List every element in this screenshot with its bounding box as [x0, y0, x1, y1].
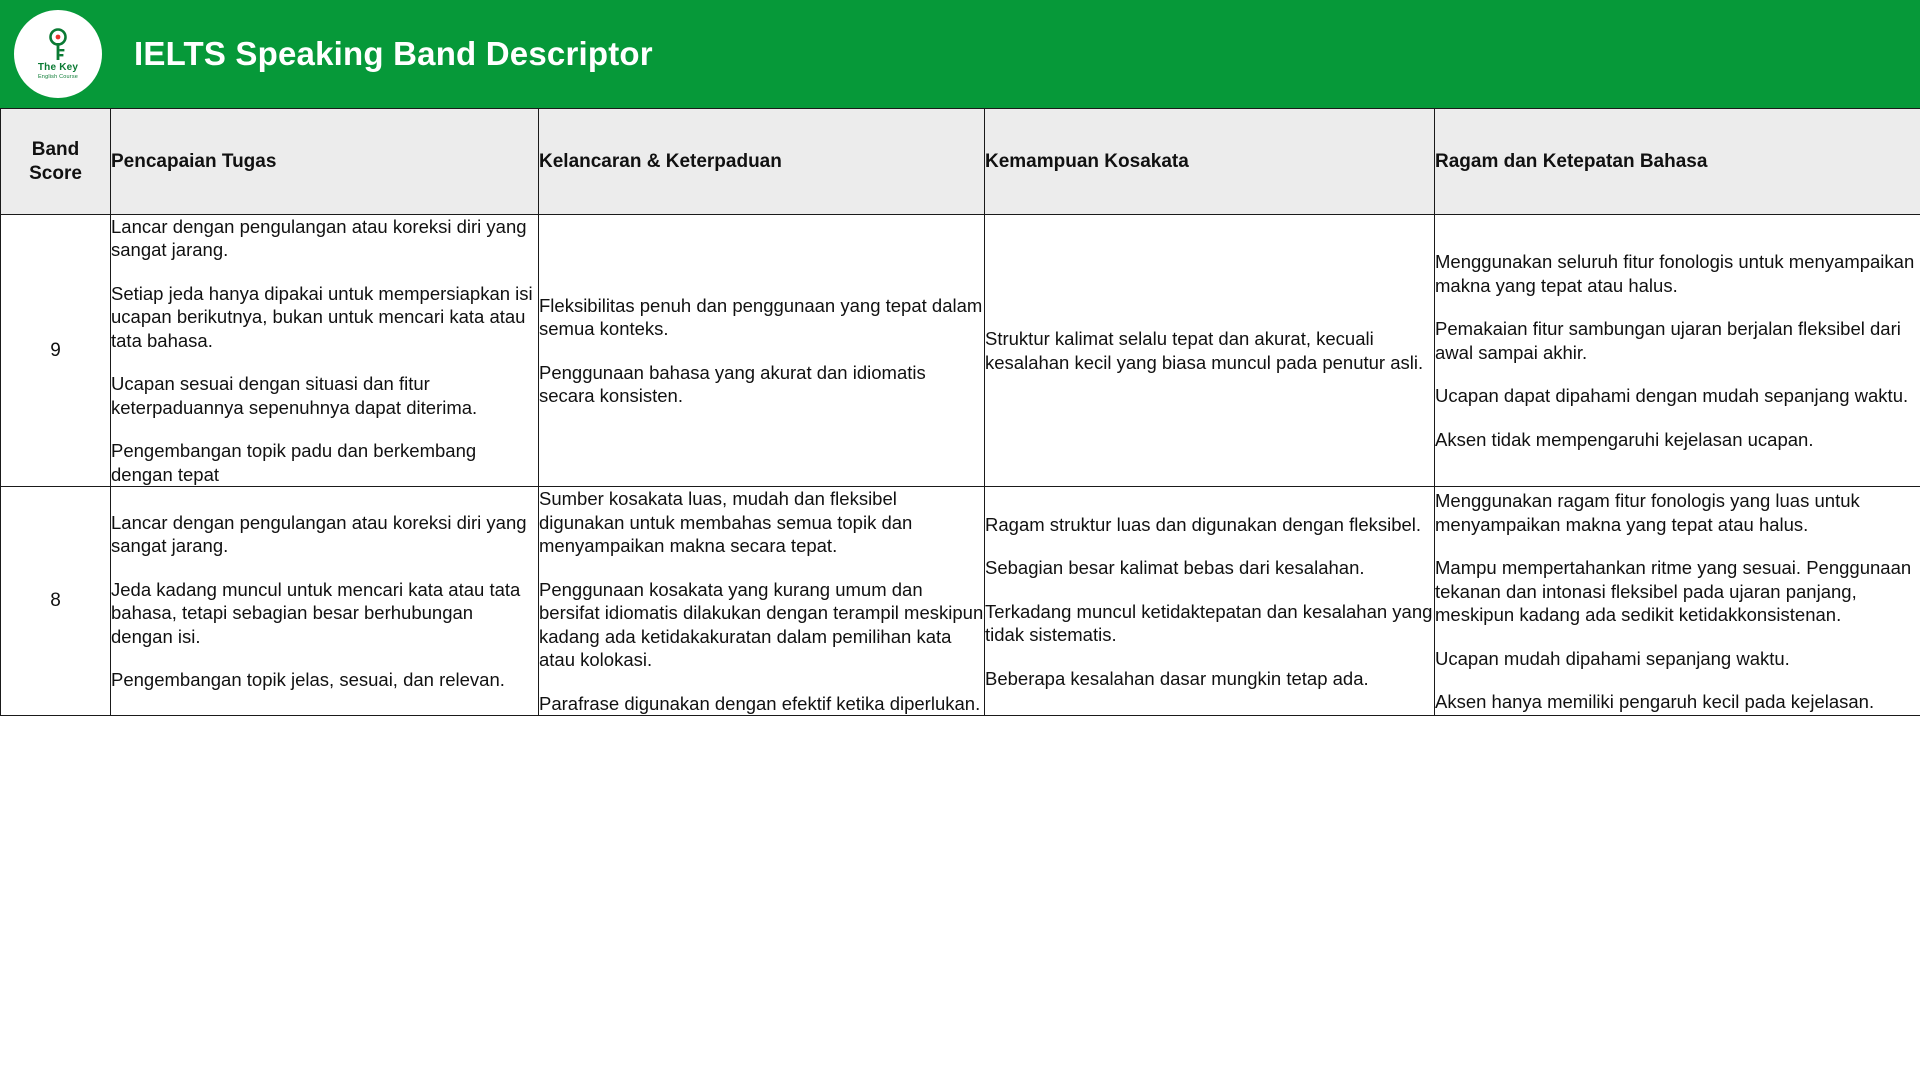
column-header-fluency-coherence: Kelancaran & Keterpaduan [539, 109, 985, 215]
paragraph: Beberapa kesalahan dasar mungkin tetap ada. [985, 667, 1369, 689]
paragraph: Parafrase digunakan dengan efektif ketika diperlukan. [539, 692, 981, 714]
cell-lexical-resource [985, 215, 1435, 487]
cell-task-achievement [111, 215, 539, 487]
band-descriptor-table [0, 108, 1920, 716]
cell-lexical-resource [985, 487, 1435, 716]
table-body [1, 215, 1920, 716]
cell-grammatical-range [1435, 487, 1920, 716]
table-row [1, 487, 1920, 716]
column-header-band-score: Band Score [1, 109, 111, 215]
logo-name: The Key [37, 61, 79, 73]
column-header-task-achievement: Pencapaian Tugas [111, 109, 539, 215]
band-score-value: 8 [1, 487, 111, 716]
paragraph: Ragam struktur luas dan digunakan dengan fleksibel. [985, 513, 1422, 535]
paragraph: Sumber kosakata luas, mudah dan fleksibel digunakan untuk membahas semua topik dan menyampaikan makna secara tepat. [539, 488, 913, 557]
band-score-value: 9 [1, 215, 111, 487]
paragraph: Ucapan sesuai dengan situasi dan fitur keterpaduannya sepenuhnya dapat diterima. [111, 373, 478, 418]
paragraph: Fleksibilitas penuh dan penggunaan yang tepat dalam semua konteks. [539, 294, 983, 340]
paragraph: Aksen tidak mempengaruhi kejelasan ucapan. [1435, 428, 1814, 450]
paragraph: Mampu mempertahankan ritme yang sesuai. Penggunaan tekanan dan intonasi fleksibel pada ujaran panjang, meskipun kadang ada sedikit ketidakkonsistenan. [1435, 557, 1912, 626]
brand-logo [14, 10, 102, 98]
paragraph: Terkadang muncul ketidaktepatan dan kesalahan yang tidak sistematis. [985, 600, 1433, 646]
cell-fluency-coherence [539, 215, 985, 487]
paragraph: Aksen hanya memiliki pengaruh kecil pada kejelasan. [1435, 691, 1875, 712]
paragraph: Struktur kalimat selalu tepat dan akurat, kecuali kesalahan kecil yang biasa muncul pada penutur asli. [985, 328, 1424, 373]
paragraph: Penggunaan kosakata yang kurang umum dan bersifat idiomatis dilakukan dengan terampil meskipun kadang ada ketidakakuratan dalam pemilihan kata atau kolokasi. [539, 578, 984, 671]
key-icon [43, 28, 73, 62]
paragraph: Menggunakan ragam fitur fonologis yang luas untuk menyampaikan makna yang tepat atau halus. [1435, 490, 1860, 535]
paragraph: Lancar dengan pengulangan atau koreksi diri yang sangat jarang. [111, 511, 527, 557]
cell-grammatical-range [1435, 215, 1920, 487]
page-title: IELTS Speaking Band Descriptor [134, 35, 653, 72]
paragraph: Pengembangan topik jelas, sesuai, dan relevan. [111, 669, 505, 691]
page-header [0, 0, 1920, 108]
cell-fluency-coherence [539, 487, 985, 716]
logo-subtitle: English Course [37, 73, 79, 80]
paragraph: Penggunaan bahasa yang akurat dan idiomatis secara konsisten. [539, 361, 926, 407]
paragraph: Ucapan mudah dipahami sepanjang waktu. [1435, 647, 1790, 669]
paragraph: Menggunakan seluruh fitur fonologis untuk menyampaikan makna yang tepat atau halus. [1435, 251, 1915, 296]
paragraph: Pemakaian fitur sambungan ujaran berjalan fleksibel dari awal sampai akhir. [1435, 318, 1901, 363]
table-header-row [1, 109, 1920, 215]
paragraph: Lancar dengan pengulangan atau koreksi diri yang sangat jarang. [111, 216, 527, 261]
table-row [1, 215, 1920, 487]
paragraph: Sebagian besar kalimat bebas dari kesalahan. [985, 557, 1365, 579]
paragraph: Setiap jeda hanya dipakai untuk mempersiapkan isi ucapan berikutnya, bukan untuk mencari kata atau tata bahasa. [111, 282, 533, 351]
cell-task-achievement [111, 487, 539, 716]
column-header-grammatical-range: Ragam dan Ketepatan Bahasa [1435, 109, 1920, 215]
paragraph: Jeda kadang muncul untuk mencari kata atau tata bahasa, tetapi sebagian besar berhubungan dengan isi. [111, 578, 521, 647]
paragraph: Pengembangan topik padu dan berkembang dengan tepat [111, 440, 477, 485]
table-header [1, 109, 1920, 215]
column-header-lexical-resource: Kemampuan Kosakata [985, 109, 1435, 215]
paragraph: Ucapan dapat dipahami dengan mudah sepanjang waktu. [1435, 385, 1909, 407]
